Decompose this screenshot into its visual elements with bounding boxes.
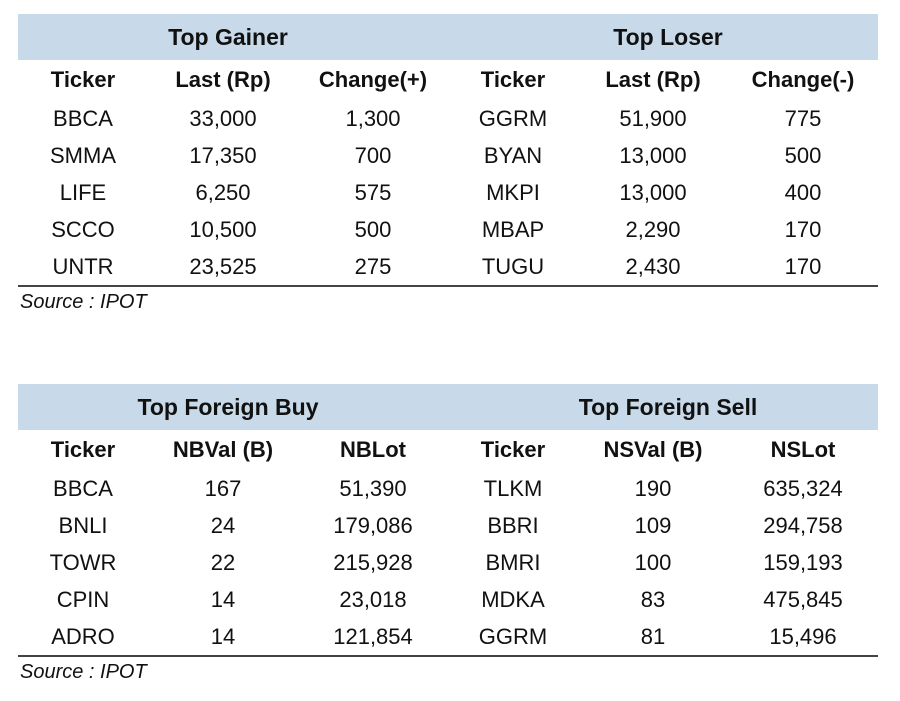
source-note: Source : IPOT bbox=[20, 291, 147, 313]
gainer-loser-header-band bbox=[18, 14, 878, 60]
table-cell: 775 bbox=[784, 105, 822, 131]
table-cell: 13,000 bbox=[619, 142, 687, 168]
table-cell: 121,854 bbox=[333, 623, 413, 649]
column-header: Last (Rp) bbox=[605, 67, 701, 92]
table-cell: 10,500 bbox=[189, 216, 257, 242]
table-bottom-rule bbox=[18, 285, 878, 287]
table-cell: MDKA bbox=[481, 586, 545, 612]
table-cell: MBAP bbox=[481, 216, 545, 242]
table-cell: 51,900 bbox=[619, 105, 687, 131]
top-gainer-loser-table bbox=[18, 14, 878, 314]
table-row bbox=[18, 174, 878, 211]
table-cell: 109 bbox=[634, 512, 672, 538]
table-row bbox=[18, 248, 878, 285]
column-header: Ticker bbox=[480, 437, 546, 462]
table-cell: 100 bbox=[634, 549, 672, 575]
column-header: Change(+) bbox=[318, 67, 428, 92]
table-cell: 83 bbox=[640, 586, 666, 612]
table-row bbox=[18, 211, 878, 248]
table-cell: 159,193 bbox=[763, 549, 843, 575]
table-cell: 635,324 bbox=[763, 475, 843, 501]
column-header: NSVal (B) bbox=[603, 437, 703, 462]
table-cell: 215,928 bbox=[333, 549, 413, 575]
table-cell: ADRO bbox=[51, 623, 115, 649]
table-cell: CPIN bbox=[56, 586, 110, 612]
table-cell: 51,390 bbox=[339, 475, 407, 501]
table-cell: 23,525 bbox=[189, 253, 257, 279]
table-cell: BBCA bbox=[53, 475, 113, 501]
table-cell: 13,000 bbox=[619, 179, 687, 205]
table-cell: SMMA bbox=[50, 142, 116, 168]
foreign-header-band bbox=[18, 384, 878, 430]
table-row bbox=[18, 581, 878, 618]
column-header: Ticker bbox=[480, 67, 546, 92]
table-cell: TLKM bbox=[483, 475, 543, 501]
table-cell: 700 bbox=[354, 142, 392, 168]
table-cell: 23,018 bbox=[339, 586, 407, 612]
table-cell: 500 bbox=[354, 216, 392, 242]
table-cell: SCCO bbox=[51, 216, 115, 242]
table-row bbox=[18, 507, 878, 544]
table-cell: GGRM bbox=[478, 105, 548, 131]
column-header-row bbox=[18, 60, 878, 100]
table-cell: 2,430 bbox=[625, 253, 681, 279]
table-cell: BBCA bbox=[53, 105, 113, 131]
table-cell: BNLI bbox=[58, 512, 108, 538]
table-row bbox=[18, 544, 878, 581]
table-cell: 294,758 bbox=[763, 512, 843, 538]
table-cell: MKPI bbox=[486, 179, 540, 205]
table-cell: 179,086 bbox=[333, 512, 413, 538]
table-cell: 170 bbox=[784, 253, 822, 279]
table-cell: TUGU bbox=[481, 253, 545, 279]
table-cell: BBRI bbox=[487, 512, 539, 538]
table-cell: 14 bbox=[210, 586, 236, 612]
table-cell: 17,350 bbox=[189, 142, 257, 168]
table-cell: UNTR bbox=[52, 253, 114, 279]
table-cell: BYAN bbox=[483, 142, 543, 168]
table-row bbox=[18, 100, 878, 137]
foreign-grid bbox=[18, 430, 878, 655]
table-row bbox=[18, 618, 878, 655]
table-cell: 475,845 bbox=[763, 586, 843, 612]
top-gainer-title: Top Gainer bbox=[168, 24, 288, 50]
column-header: Change(-) bbox=[751, 67, 855, 92]
table-cell: 2,290 bbox=[625, 216, 681, 242]
top-foreign-buy-title: Top Foreign Buy bbox=[137, 394, 319, 420]
column-header: Ticker bbox=[50, 437, 116, 462]
source-note: Source : IPOT bbox=[20, 661, 147, 683]
top-loser-title: Top Loser bbox=[613, 24, 723, 50]
column-header-row bbox=[18, 430, 878, 470]
table-cell: 190 bbox=[634, 475, 672, 501]
column-header: Ticker bbox=[50, 67, 116, 92]
table-cell: 170 bbox=[784, 216, 822, 242]
table-row bbox=[18, 137, 878, 174]
table-cell: 6,250 bbox=[195, 179, 251, 205]
table-cell: 1,300 bbox=[345, 105, 401, 131]
table-cell: 22 bbox=[210, 549, 236, 575]
table-cell: 575 bbox=[354, 179, 392, 205]
table-cell: 167 bbox=[204, 475, 242, 501]
table-cell: 500 bbox=[784, 142, 822, 168]
table-cell: BMRI bbox=[485, 549, 541, 575]
table-cell: TOWR bbox=[49, 549, 117, 575]
column-header: NSLot bbox=[770, 437, 836, 462]
table-cell: 81 bbox=[640, 623, 666, 649]
table-cell: 14 bbox=[210, 623, 236, 649]
table-row bbox=[18, 470, 878, 507]
table-cell: 275 bbox=[354, 253, 392, 279]
table-cell: GGRM bbox=[478, 623, 548, 649]
column-header: NBLot bbox=[340, 437, 406, 462]
table-cell: LIFE bbox=[59, 179, 107, 205]
table-bottom-rule bbox=[18, 655, 878, 657]
top-foreign-buy-sell-table bbox=[18, 384, 878, 684]
top-foreign-sell-title: Top Foreign Sell bbox=[578, 394, 758, 420]
table-cell: 15,496 bbox=[769, 623, 837, 649]
column-header: Last (Rp) bbox=[175, 67, 271, 92]
column-header: NBVal (B) bbox=[172, 437, 274, 462]
gainer-loser-grid bbox=[18, 60, 878, 285]
table-cell: 24 bbox=[210, 512, 236, 538]
table-cell: 400 bbox=[784, 179, 822, 205]
table-cell: 33,000 bbox=[189, 105, 257, 131]
